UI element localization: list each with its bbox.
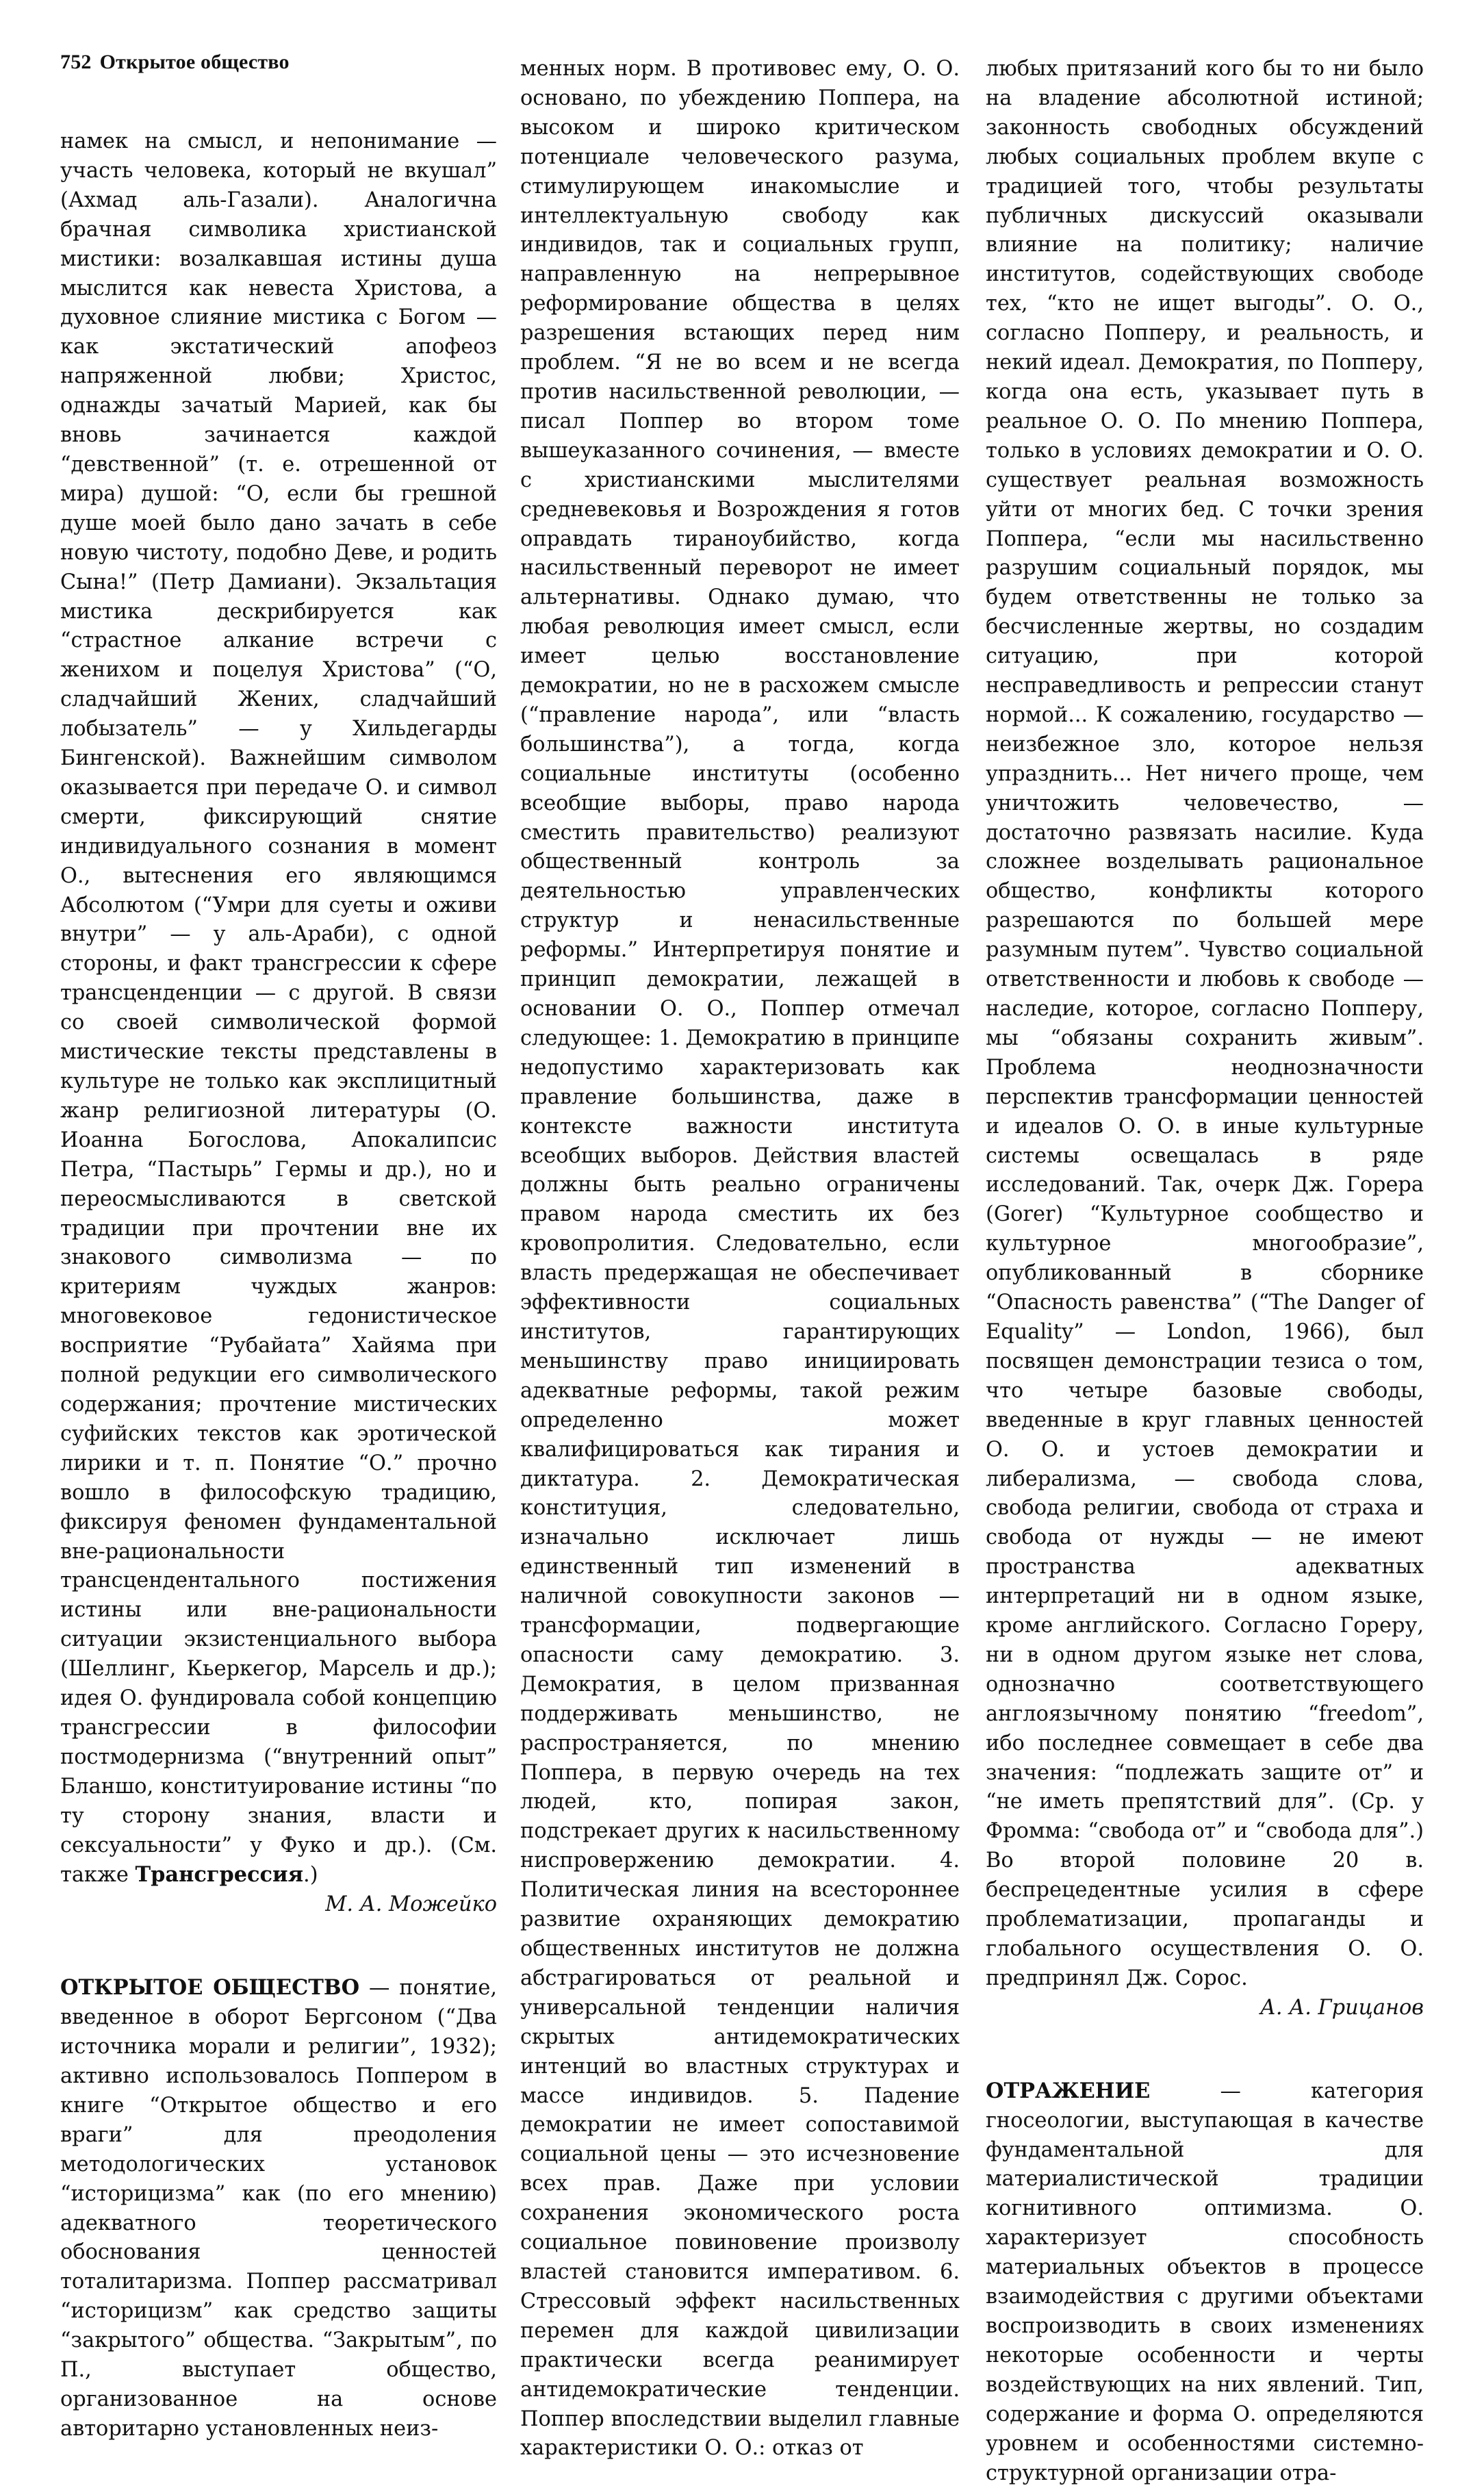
article-separator [986,2023,1424,2077]
article-body [60,127,497,1890]
text-column-middle [520,55,960,2463]
article-body [986,55,1424,1994]
text-column-right [986,55,1424,2488]
author-signature: М. А. Можейко [325,1892,497,1917]
entry-headword: ОТКРЫТОЕ ОБЩЕСТВО [60,1975,360,2001]
paragraph-text: намек на смысл, и непонимание — участь человека, который не вкушал” (Ахмад аль-Газали). Аналогична брачная символика христианской мистики: возалкавшая истины душа мыслится как невеста Христова, а духовное слияние мистика с Богом — как экстатический апофеоз напряженной любви; Христос, однажды зачатый Марией, как бы вновь зачинается каждой “девственной” (т. е. отрешенной от мира) душой: “О, если бы грешной душе моей было дано зачать в себе новую чистоту, подобно Деве, и родить Сына!” (Петр Дамиани). Экзальтация мистика дескрибируется как “страстное алкание встречи с женихом и поцелуя Христова” (“О, сладчайший Жених, сладчайший лобызатель” — у Хильдегарды Бингенской). Важнейшим символом оказывается при передаче О. и символ смерти, фиксирующий снятие индивидуального сознания в момент О., вытеснения его являющимся Абсолютом (“Умри для суеты и оживи внутри” — у аль-Араби), с одной стороны, и факт трансгрессии к сфере трансценденции — с другой. В связи со своей символической формой мистические тексты представлены в культуре не только как эксплицитный жанр религиозной литературы (О. Иоанна Богослова, Апокалипсис Петра, “Пастырь” Гермы и др.), но и переосмысливаются в светской традиции при прочтении вне их знакового символизма — по критериям чуждых жанров: многовековое гедонистическое восприятие “Рубайата” Хайяма при полной редукции его символического содержания; прочтение мистических суфийских текстов как эротической лирики и т. п. Понятие “О.” прочно вошло в философскую традицию, фиксируя феномен фундаментальной вне-рациональности трансцендентального постижения истины или вне-рациональности ситуации экзистенциального выбора (Шеллинг, Кьеркегор, Марсель и др.); идея О. фундировала собой концепцию трансгрессии в философии постмодернизма (“внутренний опыт” Бланшо, конституирование истины “по ту сторону знания, власти и сексуальности” у Фуко и др.). (См. также [60,129,497,1888]
paragraph-text: — категория гносеологии, выступающая в качестве фундаментальной для материалистической традиции когнитивного оптимизма. О. характеризует способность материальных объектов в процессе взаимодействия с другими объектами воспроизводить в своих изменениях некоторые особенности и черты воздействующих на них явлений. Тип, содержание и форма О. определяются уровнем и особенностями системно-структурной организации отра- [986,2079,1424,2485]
paragraph-text: .) [303,1863,318,1888]
text-column-left [60,127,497,2444]
cross-reference-link[interactable]: Трансгрессия [135,1862,304,1888]
running-header [60,51,290,74]
article-separator [60,1920,497,1973]
paragraph-text: менных норм. В противовес ему, О. О. основано, по убеждению Поппера, на высоком и широко критическом потенциале человеческого разума, стимулирующем инакомыслие и интеллектуальную свободу как индивидов, так и социальных групп, направленную на непрерывное реформирование общества в целях разрешения встающих перед ним проблем. “Я не во всем и не всегда против насильственной революции, — писал Поппер во втором томе вышеуказанного сочинения, — вместе с христианскими мыслителями средневековья и Возрождения я готов оправдать тираноубийство, когда насильственный переворот не имеет альтернативы. Однако думаю, что любая революция имеет смысл, если имеет целью восстановление демократии, но не в расхожем смысле (“правление народа”, или “власть большинства”), а тогда, когда социальные институты (особенно всеобщие выборы, право народа сместить правительство) реализуют общественный контроль за деятельностью управленческих структур и ненасильственные реформы.” Интерпретируя понятие и принцип демократии, лежащей в основании О. О., Поппер отмечал следующее: 1. Демократию в принципе недопустимо характеризовать как правление большинства, даже в контексте важности института всеобщих выборов. Действия властей должны быть реально ограничены правом народа сместить их без кровопролития. Следовательно, если власть предержащая не обеспечивает эффективности социальных институтов, гарантирующих меньшинству право инициировать адекватные реформы, такой режим определенно может квалифицироваться как тирания и диктатура. 2. Демократическая конституция, следовательно, изначально исключает лишь единственный тип изменений в наличной совокупности законов — трансформации, подвергающие опасности саму демократию. 3. Демократия, в целом призванная поддерживать меньшинство, не распространяется, по мнению Поппера, в первую очередь на тех людей, кто, попирая закон, подстрекает других к насильственному ниспровержению демократии. 4. Политическая линия на всестороннее развитие охраняющих демократию общественных институтов не должна абстрагироваться от реальной и универсальной тенденции наличия скрытых антидемократических интенций во властных структурах и массе индивидов. 5. Падение демократии не имеет сопоставимой социальной цены — это исчезновение всех прав. Даже при условии сохранения экономического роста социальное повиновение произволу властей становится императивом. 6. Стрессовый эффект насильственных перемен для каждой цивилизации практически всегда реанимирует антидемократические тенденции. Поппер впоследствии выделил главные характеристики О. О.: отказ от [520,57,960,2461]
entry-headword: ОТРАЖЕНИЕ [986,2078,1151,2103]
article-body [520,55,960,2463]
page-number: 752 [60,51,92,73]
article-entry [60,1973,497,2444]
author-signature: А. А. Грицанов [1259,1995,1424,2020]
paragraph-text: любых притязаний кого бы то ни было на владение абсолютной истиной; законность свободных обсуждений любых социальных проблем вкупе с традицией того, чтобы результаты публичных дискуссий оказывали влияние на политику; наличие институтов, содействующих свободе тех, “кто не ищет выгоды”. О. О., согласно Попперу, и реальность, и некий идеал. Демократия, по Попперу, когда она есть, указывает путь в реальное О. О. По мнению Поппера, только в условиях демократии и О. О. существует реальная возможность уйти от многих бед. С точки зрения Поппера, “если мы насильственно разрушим социальный порядок, мы будем ответственны не только за бесчисленные жертвы, но создадим ситуацию, при которой несправедливость и репрессии станут нормой... К сожалению, государство — неизбежное зло, которое нельзя упразднить... Нет ничего проще, чем уничтожить человечество, — достаточно развязать насилие. Куда сложнее возделывать рациональное общество, конфликты которого разрешаются по большей мере разумным путем”. Чувство социальной ответственности и любовь к свободе — наследие, которое, согласно Попперу, мы “обязаны сохранить живым”. Проблема неоднозначности перспектив трансформации ценностей и идеалов О. О. в иные культурные системы освещалась в ряде исследований. Так, очерк Дж. Горера (Gorer) “Культурное сообщество и культурное многообразие”, опубликованный в сборнике “Опасность равенства” (“The Danger of Equality” — London, 1966), был посвящен демонстрации тезиса о том, что четыре базовые свободы, введенные в круг главных ценностей О. О. и устоев демократии и либерализма, — свобода слова, свобода религии, свобода от страха и свобода от нужды — не имеют пространства адекватных интерпретаций ни в одном языке, кроме английского. Согласно Гореру, ни в одном другом языке нет слова, однозначно соответствующего англоязычному понятию “freedom”, ибо последнее совмещает в себе два значения: “подлежать защите от” и “не иметь препятствий для”. (Ср. у Фромма: “свобода от” и “свобода для”.) Во второй половине 20 в. беспрецедентные усилия в сфере проблематизации, пропаганды и глобального осуществления О. О. предпринял Дж. Сорос. [986,57,1424,1990]
article-entry [986,2077,1424,2488]
paragraph-text: — понятие, введенное в оборот Бергсоном (“Два источника морали и религии”, 1932); активно использовалось Поппером в книге “Открытое общество и его враги” для преодоления методологических установок “историцизма” как (по его мнению) адекватного теоретического обоснования ценностей тоталитаризма. Поппер рассматривал “историцизм” как средство защиты “закрытого” общества. “Закрытым”, по П., выступает общество, организованное на основе авторитарно установленных неиз- [60,1976,497,2441]
running-title: Открытое общество [99,51,290,73]
